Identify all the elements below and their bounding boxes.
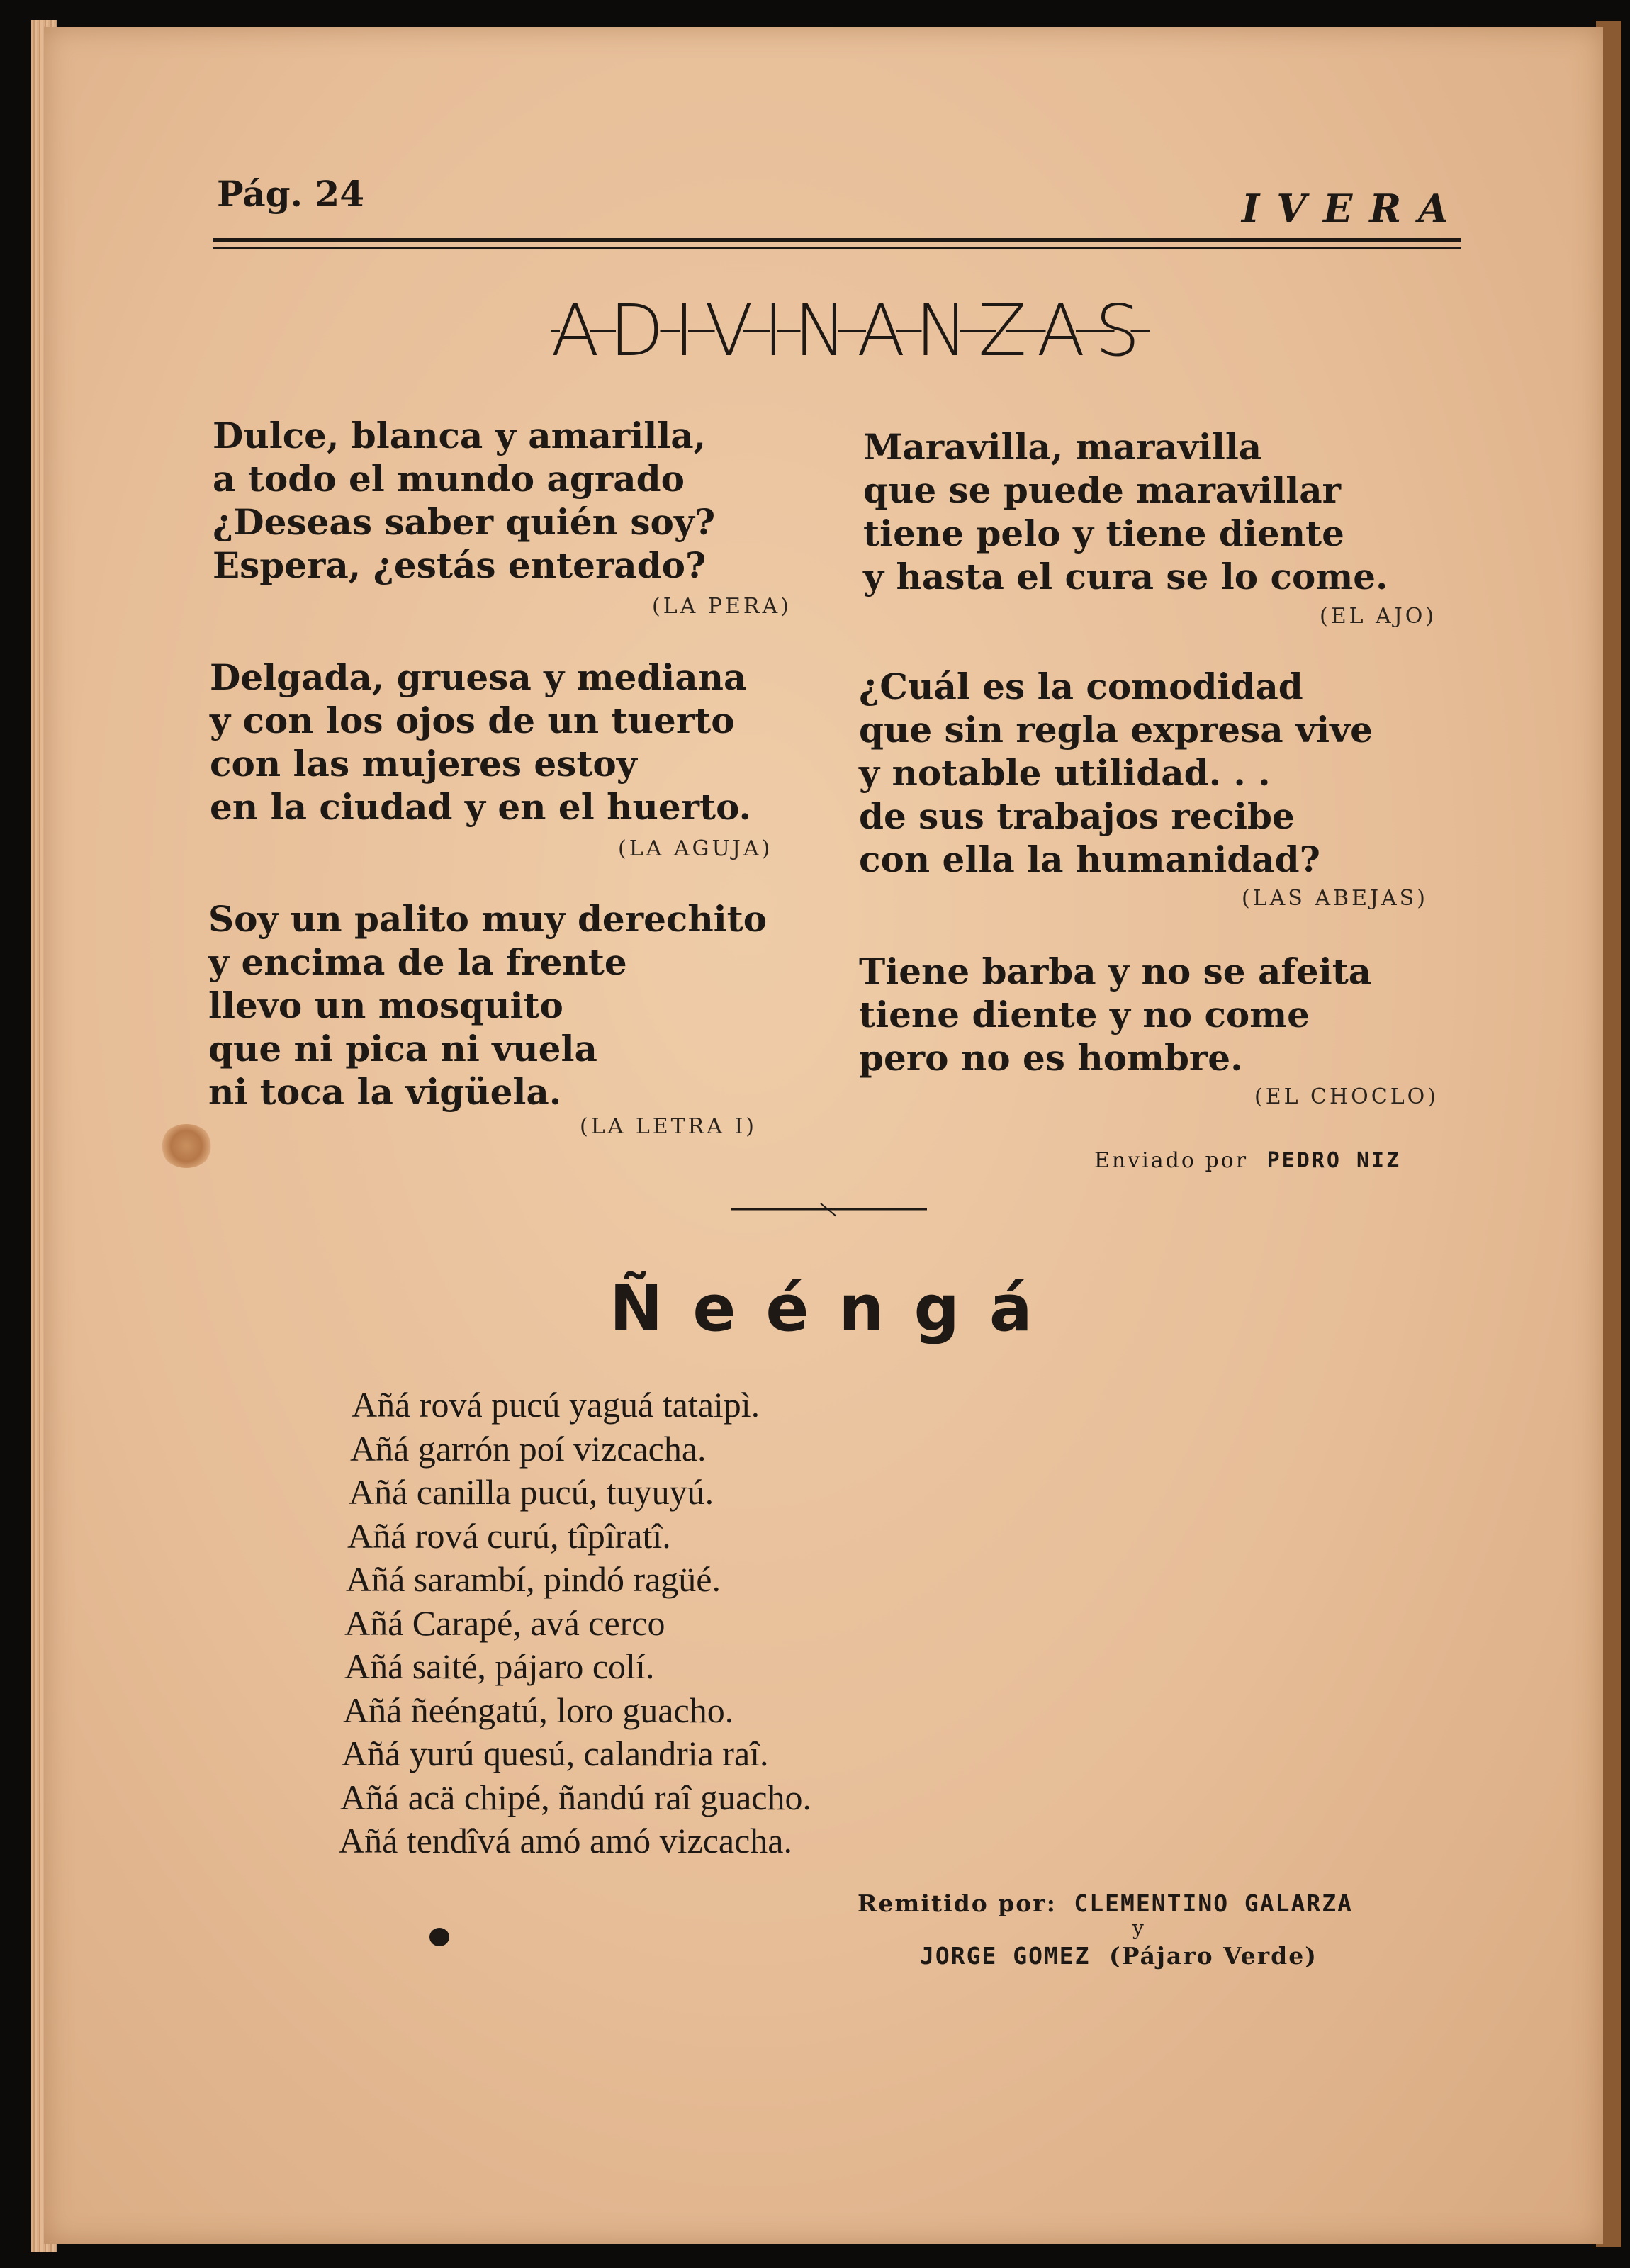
verse-line: Añá saité, pájaro colí. [344, 1646, 655, 1686]
verse-line: Añá canilla pucú, tuyuyú. [349, 1472, 714, 1512]
verse-line: Tiene barba y no se afeita [859, 950, 1372, 992]
verse-line: a todo el mundo agrado [213, 458, 685, 500]
verse-line: tiene pelo y tiene diente [863, 512, 1344, 554]
verse-line: Añá Carapé, avá cerco [344, 1602, 665, 1643]
verse-line: Añá tendîvá amó amó vizcacha. [339, 1821, 792, 1860]
verse-line: Añá acä chipé, ñandú raî guacho. [340, 1777, 811, 1817]
verse-line: ¿Deseas saber quién soy? [213, 501, 716, 543]
verse-line: con las mujeres estoy [210, 743, 637, 785]
verse-line: Maravilla, maravilla [863, 426, 1262, 468]
verse-line: tiene diente y no come [859, 994, 1310, 1035]
verse-line: de sus trabajos recibe [859, 795, 1295, 837]
riddle-3-answer: (LA LETRA I) [580, 1114, 758, 1139]
riddle-1-answer: (LA PERA) [652, 594, 792, 619]
verse-line: Añá garrón poí vizcacha. [350, 1428, 707, 1469]
verse-line: y con los ojos de un tuerto [210, 700, 735, 741]
verse-line: Delgada, gruesa y mediana [210, 656, 747, 698]
verse-line: Añá rová curú, tîpîratî. [347, 1515, 671, 1556]
verse-line: llevo un mosquito [208, 984, 563, 1026]
riddle-6 [859, 950, 1497, 1079]
verse-line: Añá yurú quesú, calandria raî. [342, 1734, 769, 1773]
ink-spot [429, 1928, 449, 1946]
verse-line: Añá rová pucú yaguá tataipì. [352, 1385, 760, 1425]
verse-line: Dulce, blanca y amarilla, [213, 415, 707, 456]
sent-by-name: PEDRO NIZ [1266, 1148, 1402, 1173]
riddle-1 [213, 414, 836, 587]
riddle-6-answer: (EL CHOCLO) [1254, 1084, 1439, 1109]
verse-line: y encima de la frente [208, 941, 627, 983]
verse-line: en la ciudad y en el huerto. [210, 786, 751, 828]
neenga-verses [339, 1383, 1189, 1863]
verse-line: Añá ñeéngatú, loro guacho. [343, 1690, 734, 1730]
header-rule-top [213, 238, 1461, 242]
verse-line: ni toca la vigüela. [208, 1071, 562, 1113]
author-2-alias: (Pájaro Verde) [1109, 1942, 1317, 1970]
riddle-4 [863, 425, 1501, 598]
sent-by-credit [1094, 1148, 1401, 1173]
page-number: Pág. 24 [217, 173, 365, 215]
remitted-label: Remitido por: [858, 1890, 1057, 1917]
verse-line: ¿Cuál es la comodidad [859, 666, 1303, 707]
author-2-credit [920, 1942, 1317, 1970]
magazine-title: IVERA [1242, 186, 1466, 231]
riddle-5 [859, 665, 1497, 881]
verse-line: y notable utilidad. . . [859, 752, 1271, 794]
riddle-2 [210, 656, 833, 829]
verse-line: y hasta el cura se lo come. [863, 556, 1388, 597]
verse-line: Soy un palito muy derechito [208, 898, 768, 940]
riddle-4-answer: (EL AJO) [1320, 604, 1437, 629]
sent-by-label: Enviado por [1094, 1148, 1249, 1173]
verse-line: que ni pica ni vuela [208, 1028, 597, 1070]
verse-line: Espera, ¿estás enterado? [213, 544, 707, 586]
stain-left [160, 1124, 213, 1168]
header-rule-bottom [213, 247, 1461, 249]
riddle-5-answer: (LAS ABEJAS) [1242, 886, 1428, 911]
neenga-title: Ñeéngá [609, 1271, 1062, 1346]
verse-line: Añá sarambí, pindó ragüé. [346, 1559, 721, 1599]
adivinanzas-title: ADIVINANZAS [551, 289, 1150, 372]
section-divider [730, 1198, 928, 1219]
verse-line: pero no es hombre. [859, 1037, 1243, 1079]
riddle-2-answer: (LA AGUJA) [618, 836, 773, 861]
conjunction: y [1132, 1916, 1144, 1940]
verse-line: con ella la humanidad? [859, 838, 1320, 880]
verse-line: que sin regla expresa vive [859, 709, 1373, 751]
verse-line: que se puede maravillar [863, 469, 1342, 511]
author-2: JORGE GOMEZ [920, 1942, 1091, 1970]
remitted-by-credit [858, 1890, 1353, 1917]
riddle-3 [208, 897, 832, 1113]
author-1: CLEMENTINO GALARZA [1074, 1890, 1354, 1917]
